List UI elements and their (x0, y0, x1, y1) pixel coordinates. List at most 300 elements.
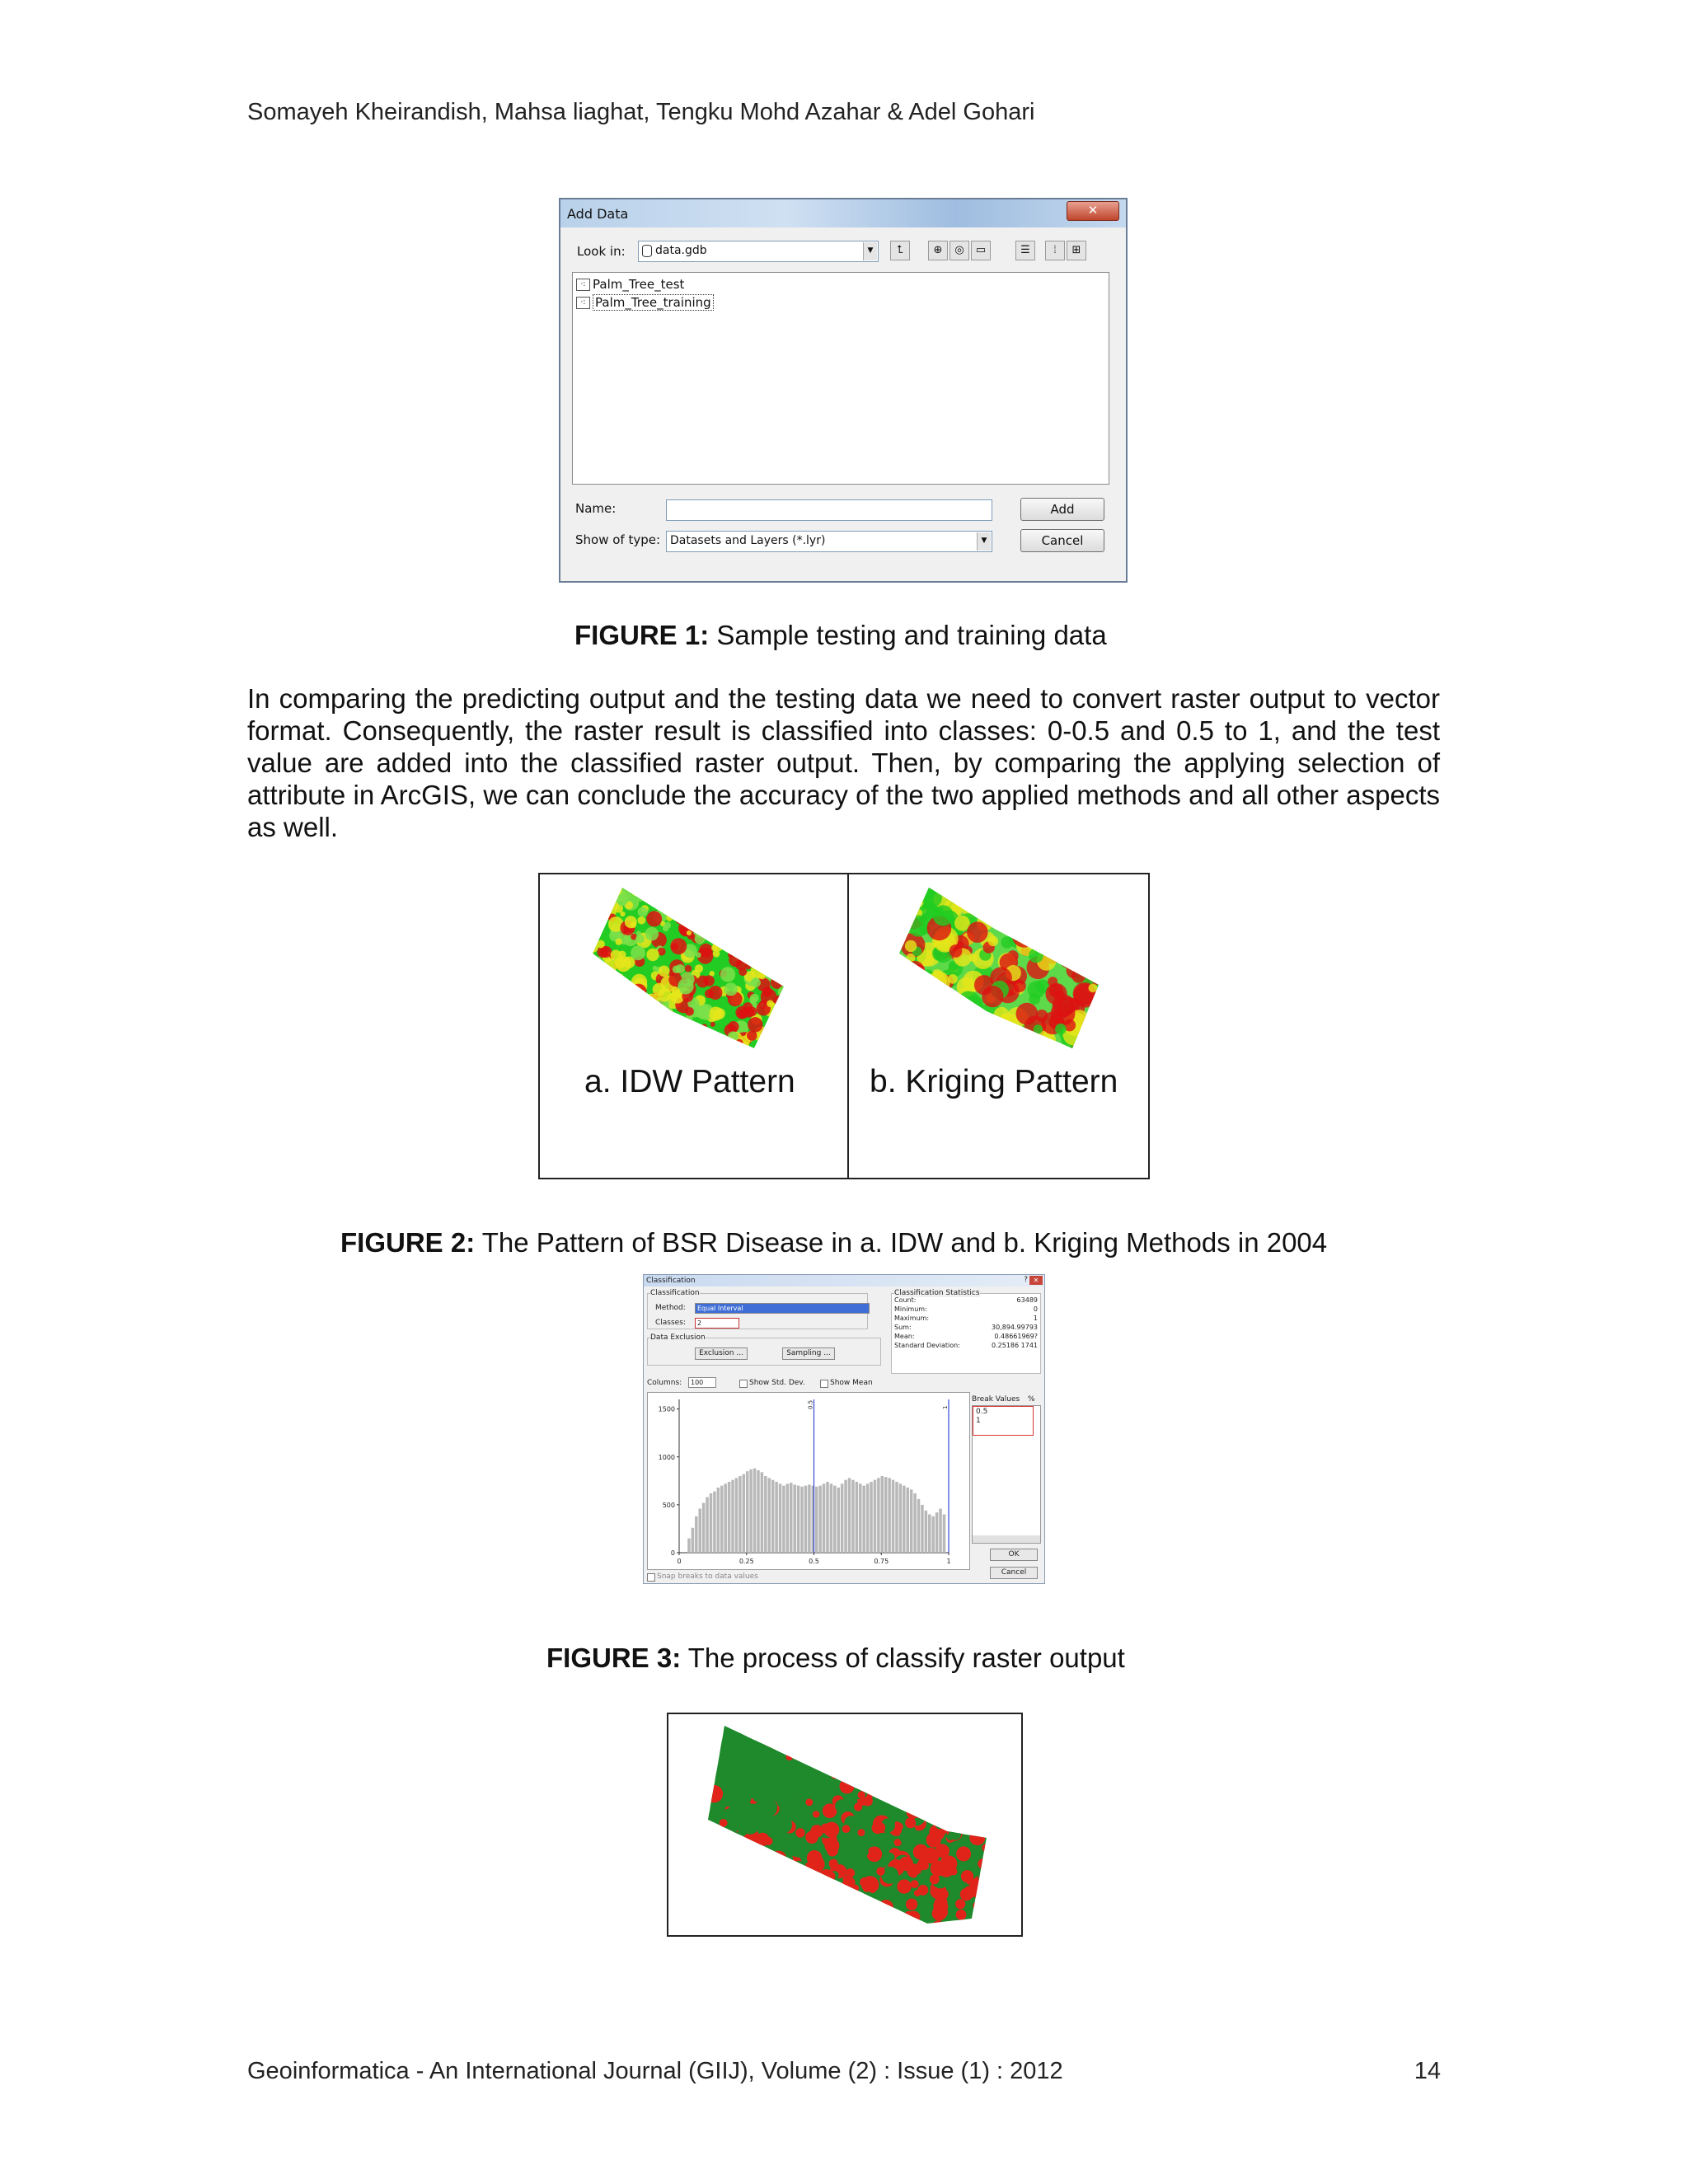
look-in-label: Look in: (577, 244, 626, 259)
histogram-bar (826, 1482, 829, 1553)
raster-cell (950, 1829, 961, 1840)
raster-cell (806, 1896, 817, 1906)
raster-cell (727, 1867, 735, 1875)
histogram-bar (710, 1493, 713, 1553)
raster-cell (846, 1868, 855, 1877)
histogram-bar (939, 1509, 942, 1553)
histogram-bar (870, 1482, 873, 1553)
raster-cell (695, 1032, 710, 1047)
raster-cell (661, 890, 670, 899)
raster-cell (707, 886, 715, 894)
raster-cell (982, 1891, 996, 1909)
raster-cell (821, 1756, 839, 1774)
raster-cell (815, 1727, 823, 1735)
raster-cell (672, 987, 681, 996)
raster-cell (683, 898, 694, 908)
raster-cell (1017, 1033, 1037, 1052)
raster-cell (726, 1888, 736, 1898)
raster-cell (917, 1794, 931, 1808)
raster-cell (710, 1896, 724, 1910)
raster-cell (942, 1744, 953, 1755)
raster-cell (598, 1041, 607, 1050)
break-value[interactable]: 0.5 (976, 1408, 988, 1416)
raster-cell (729, 1043, 741, 1052)
raster-cell (786, 1749, 795, 1757)
raster-cell (917, 1020, 935, 1039)
method-select[interactable]: Equal Interval (695, 1303, 870, 1314)
raster-cell (706, 1857, 720, 1871)
raster-cell (705, 989, 714, 998)
raster-cell (704, 1865, 716, 1877)
raster-cell (805, 1798, 813, 1806)
raster-cell (913, 1844, 929, 1860)
raster-cell (774, 1896, 789, 1910)
data-exclusion-label: Data Exclusion (650, 1333, 706, 1342)
raster-cell (744, 1796, 751, 1802)
up-one-level-icon[interactable]: ⮤ (890, 241, 910, 260)
raster-cell (740, 886, 748, 893)
raster-cell (1066, 935, 1090, 958)
raster-cell (900, 1043, 912, 1052)
raster-cell (944, 1035, 967, 1052)
raster-cell (774, 940, 783, 949)
raster-cell (736, 1854, 745, 1863)
raster-cell (865, 1740, 876, 1750)
raster-cell (879, 1900, 893, 1915)
exclusion-button[interactable]: Exclusion ... (695, 1347, 748, 1360)
raster-cell (896, 914, 911, 932)
histogram-bar (692, 1528, 695, 1553)
raster-cell (596, 1005, 612, 1021)
dialog-title: Classification (646, 1277, 696, 1285)
raster-cell (922, 1766, 931, 1775)
raster-cell (665, 885, 677, 897)
raster-cell (985, 1858, 996, 1870)
raster-cell (738, 1785, 747, 1794)
raster-cell (664, 922, 671, 929)
raster-cell (804, 1905, 813, 1915)
raster-cell (631, 945, 645, 960)
raster-cell (769, 889, 781, 901)
cancel-button[interactable]: Cancel (990, 1567, 1038, 1579)
raster-cell (968, 1799, 978, 1808)
raster-cell (611, 998, 620, 1007)
chevron-down-icon[interactable]: ▼ (977, 532, 991, 551)
raster-cell (857, 1791, 865, 1798)
show-of-type-combo[interactable] (666, 531, 992, 552)
raster-cell (925, 1795, 939, 1809)
raster-cell (897, 1001, 919, 1023)
raster-cell (853, 1909, 865, 1920)
ok-button[interactable]: OK (990, 1549, 1038, 1561)
raster-cell (987, 1748, 996, 1762)
raster-cell (661, 1031, 671, 1041)
raster-cell (974, 1015, 994, 1035)
raster-cell (790, 1910, 805, 1924)
raster-cell (969, 1830, 985, 1845)
raster-cell (1092, 930, 1101, 939)
raster-cell (758, 915, 766, 922)
raster-cell (950, 1773, 957, 1779)
raster-cell (944, 1022, 959, 1038)
raster-cell (912, 1800, 921, 1809)
disconnect-icon[interactable]: ◎ (950, 241, 969, 260)
histogram-bar (921, 1505, 924, 1553)
raster-cell (748, 947, 758, 957)
cancel-button[interactable]: Cancel (1020, 529, 1104, 552)
raster-cell (739, 909, 750, 920)
raster-cell (837, 1902, 846, 1911)
raster-cell (760, 951, 766, 957)
raster-cell (960, 1773, 971, 1783)
raster-cell (675, 1044, 687, 1052)
raster-cell (920, 1735, 937, 1752)
raster-cell (672, 1013, 678, 1019)
raster-cell (906, 1805, 920, 1819)
raster-cell (601, 915, 606, 920)
raster-cell (910, 975, 924, 989)
raster-cell (687, 1029, 692, 1034)
raster-cell (896, 881, 907, 900)
page-number: 14 (1414, 2058, 1441, 2084)
raster-cell (1012, 893, 1033, 913)
histogram-bar (833, 1486, 837, 1553)
raster-cell (996, 1045, 1009, 1052)
raster-cell (719, 934, 733, 948)
raster-cell (955, 888, 975, 907)
raster-cell (1071, 969, 1085, 983)
raster-cell (698, 1033, 706, 1042)
raster-cell (637, 895, 644, 902)
raster-cell (700, 1782, 710, 1794)
raster-cell (778, 903, 784, 909)
raster-cell (644, 994, 659, 1010)
raster-cell (642, 1029, 657, 1044)
close-icon[interactable]: ✕ (1029, 1276, 1043, 1285)
raster-cell (990, 1734, 996, 1742)
raster-cell (589, 1045, 598, 1052)
add-button[interactable]: Add (1020, 498, 1104, 521)
show-std-dev-checkbox[interactable] (739, 1380, 748, 1388)
raster-cell (988, 1824, 996, 1832)
raster-cell (594, 883, 601, 890)
raster-cell (730, 1920, 739, 1929)
raster-cell (807, 1752, 819, 1765)
raster-cell (685, 965, 692, 972)
figure1-caption (574, 620, 1107, 651)
figure2-table (538, 873, 1150, 1179)
caption-text: The process of classify raster output (681, 1643, 1125, 1673)
raster-cell (739, 879, 753, 889)
raster-cell (709, 1846, 718, 1855)
raster-cell (811, 1877, 828, 1894)
raster-cell (757, 1761, 771, 1775)
raster-cell (690, 900, 701, 911)
raster-cell (979, 1014, 1002, 1037)
raster-cell (593, 1008, 608, 1024)
raster-cell (979, 1788, 994, 1803)
raster-cell (659, 966, 670, 977)
raster-cell (784, 1869, 799, 1884)
histogram-bar (779, 1483, 782, 1553)
y-tick-label: 1500 (658, 1405, 675, 1413)
histogram-bar (903, 1486, 906, 1553)
raster-cell (900, 1737, 908, 1746)
raster-cell (899, 1829, 916, 1845)
raster-cell (935, 1821, 944, 1829)
raster-cell (987, 1916, 996, 1929)
raster-cell (963, 1005, 973, 1015)
raster-cell (832, 1739, 839, 1746)
raster-cell (990, 1889, 996, 1896)
raster-cell (799, 1885, 811, 1897)
histogram-bar (943, 1515, 946, 1554)
raster-cell (821, 1910, 837, 1925)
show-mean-checkbox[interactable] (820, 1380, 828, 1388)
list-view-icon[interactable]: ☰ (1015, 241, 1035, 260)
raster-cell (907, 915, 929, 936)
raster-cell (799, 1745, 814, 1760)
look-in-combo[interactable] (638, 241, 879, 262)
raster-cell (653, 1004, 668, 1019)
histogram-bar (753, 1469, 757, 1553)
connect-folder-icon[interactable]: ⊕ (928, 241, 948, 260)
raster-cell (792, 1861, 806, 1875)
raster-cell (1020, 886, 1038, 903)
raster-cell (765, 1024, 779, 1038)
file-list[interactable] (572, 272, 1109, 485)
raster-cell (605, 879, 610, 882)
stats-group-label: Classification Statistics (894, 1289, 980, 1297)
histogram-bar (764, 1476, 767, 1553)
raster-cell (776, 1856, 787, 1867)
classification-dialog (643, 1274, 1045, 1584)
raster-cell (755, 879, 762, 883)
histogram-bar (925, 1511, 928, 1553)
raster-cell (1088, 928, 1102, 951)
raster-cell (1061, 932, 1082, 954)
raster-cell (688, 907, 694, 912)
histogram-bar (837, 1488, 840, 1553)
raster-cell (770, 1818, 776, 1825)
thumbnails-view-icon[interactable]: ⊞ (1067, 241, 1086, 260)
snap-breaks-checkbox[interactable] (647, 1573, 655, 1582)
raster-cell (842, 1825, 851, 1833)
classes-select[interactable]: 2 (695, 1318, 739, 1329)
raster-cell (911, 989, 935, 1014)
raster-cell (758, 1741, 775, 1757)
raster-cell (700, 1786, 710, 1801)
raster-cell (737, 900, 751, 914)
raster-cell (705, 1723, 720, 1739)
histogram-bar (818, 1486, 822, 1553)
raster-cell (762, 1913, 779, 1929)
close-icon[interactable]: ✕ (1067, 201, 1119, 221)
caption-label: FIGURE 2: (340, 1227, 476, 1258)
sampling-button[interactable]: Sampling ... (782, 1347, 835, 1360)
histogram-bar (706, 1497, 709, 1553)
raster-cell (836, 1897, 851, 1913)
raster-cell (896, 907, 904, 923)
raster-cell (723, 880, 730, 888)
raster-cell (978, 1811, 987, 1821)
raster-cell (706, 883, 715, 891)
name-input[interactable] (666, 499, 992, 521)
raster-cell (1070, 913, 1084, 927)
raster-cell (918, 990, 927, 999)
raster-cell (974, 1885, 992, 1902)
raster-cell (968, 1031, 978, 1040)
raster-cell (589, 1006, 594, 1011)
raster-cell (673, 890, 680, 898)
raster-cell (1087, 1029, 1102, 1052)
list-item[interactable] (576, 276, 684, 293)
new-folder-icon[interactable]: ▭ (971, 241, 991, 260)
raster-cell (830, 1768, 842, 1779)
raster-cell (893, 1722, 901, 1730)
raster-cell (974, 1044, 984, 1052)
raster-cell (589, 969, 603, 985)
raster-cell (786, 1779, 795, 1788)
histogram-bar (823, 1483, 826, 1553)
chevron-down-icon[interactable]: ▼ (863, 242, 877, 260)
histogram-bar (731, 1480, 734, 1553)
raster-cell (738, 919, 754, 935)
raster-cell (772, 1915, 785, 1928)
raster-cell (959, 1741, 968, 1750)
raster-cell (783, 1744, 793, 1754)
break-values-list[interactable] (972, 1405, 1041, 1544)
raster-cell (832, 1901, 846, 1915)
raster-cell (1080, 933, 1092, 945)
raster-cell (896, 894, 904, 905)
raster-cell (956, 1846, 971, 1861)
raster-cell (651, 879, 666, 891)
raster-cell (909, 991, 921, 1002)
histogram-bar (881, 1476, 884, 1553)
raster-cell (977, 1745, 989, 1757)
raster-cell (724, 1831, 742, 1849)
raster-cell (685, 1041, 693, 1049)
raster-cell (819, 1727, 835, 1743)
histogram-bar (808, 1484, 811, 1553)
raster-cell (903, 889, 924, 910)
stats-value: 0.48661969? (994, 1333, 1038, 1340)
raster-cell (902, 1732, 918, 1748)
help-icon[interactable]: ? (1024, 1276, 1028, 1284)
details-view-icon[interactable]: ⦙ (1045, 241, 1065, 260)
raster-cell (1075, 1047, 1085, 1052)
x-tick-label: 0.75 (874, 1558, 889, 1565)
raster-layer (589, 879, 787, 1052)
raster-cell (645, 1005, 654, 1015)
columns-spinner[interactable]: 100 (688, 1377, 716, 1388)
histogram-bar (851, 1480, 855, 1553)
raster-cell (865, 1766, 874, 1774)
raster-cell (664, 879, 678, 888)
raster-cell (772, 1862, 780, 1869)
raster-cell (757, 944, 771, 958)
raster-cell (909, 1776, 924, 1791)
raster-cell (727, 1047, 734, 1052)
raster-cell (848, 1919, 865, 1929)
raster-cell (808, 1916, 823, 1929)
raster-cell (896, 969, 912, 991)
name-label: Name: (575, 501, 617, 516)
raster-cell (935, 1898, 942, 1905)
raster-cell (1089, 983, 1098, 992)
raster-cell (767, 1884, 775, 1892)
raster-cell (728, 1031, 738, 1042)
raster-cell (599, 1020, 608, 1029)
raster-cell (673, 890, 683, 900)
raster-cell (736, 1881, 752, 1896)
raster-cell (888, 1738, 899, 1750)
raster-cell (706, 1868, 714, 1876)
raster-cell (678, 1043, 691, 1052)
raster-cell (706, 1785, 723, 1802)
y-tick-label: 500 (662, 1501, 675, 1509)
raster-cell (953, 879, 973, 898)
raster-cell (920, 969, 935, 984)
stats-row (894, 1315, 1038, 1322)
raster-cell (830, 1736, 846, 1751)
raster-cell (771, 930, 781, 940)
raster-cell (875, 1822, 885, 1832)
raster-cell (1048, 940, 1064, 956)
classification-group-label: Classification (650, 1289, 700, 1297)
raster-cell (907, 1911, 920, 1924)
raster-cell (1069, 879, 1085, 892)
raster-cell (771, 1722, 785, 1731)
panel-b-label: b. Kriging Pattern (870, 1064, 1118, 1099)
raster-cell (712, 1043, 720, 1051)
raster-cell (617, 980, 623, 986)
list-item[interactable] (576, 294, 714, 311)
show-of-type-label: Show of type: (575, 532, 661, 547)
y-tick-label: 1000 (658, 1453, 675, 1461)
histogram-bar (877, 1478, 880, 1553)
histogram-bar (892, 1480, 895, 1553)
raster-cell (861, 1722, 871, 1732)
raster-cell (728, 1852, 744, 1868)
histogram-bar (935, 1512, 939, 1553)
raster-cell (965, 891, 983, 909)
raster-cell (700, 1733, 712, 1746)
raster-cell (771, 897, 780, 905)
raster-cell (598, 1011, 604, 1017)
raster-cell (905, 1728, 912, 1735)
caption-label: FIGURE 3: (546, 1643, 682, 1673)
raster-cell (632, 1020, 638, 1026)
histogram-bar (910, 1489, 913, 1553)
raster-cell (700, 1922, 710, 1929)
raster-cell (714, 1863, 726, 1875)
raster-cell (764, 879, 775, 885)
raster-cell (1067, 903, 1077, 913)
raster-cell (1089, 1021, 1099, 1031)
raster-cell (860, 1877, 869, 1886)
raster-cell (670, 1029, 678, 1038)
break-value[interactable]: 1 (976, 1417, 981, 1425)
raster-cell (598, 879, 613, 890)
horizontal-scrollbar[interactable] (973, 1535, 1040, 1543)
raster-layer (896, 879, 1102, 1052)
raster-cell (731, 1885, 739, 1893)
raster-cell (902, 999, 915, 1012)
raster-cell (717, 1909, 730, 1922)
raster-cell (973, 1900, 991, 1917)
